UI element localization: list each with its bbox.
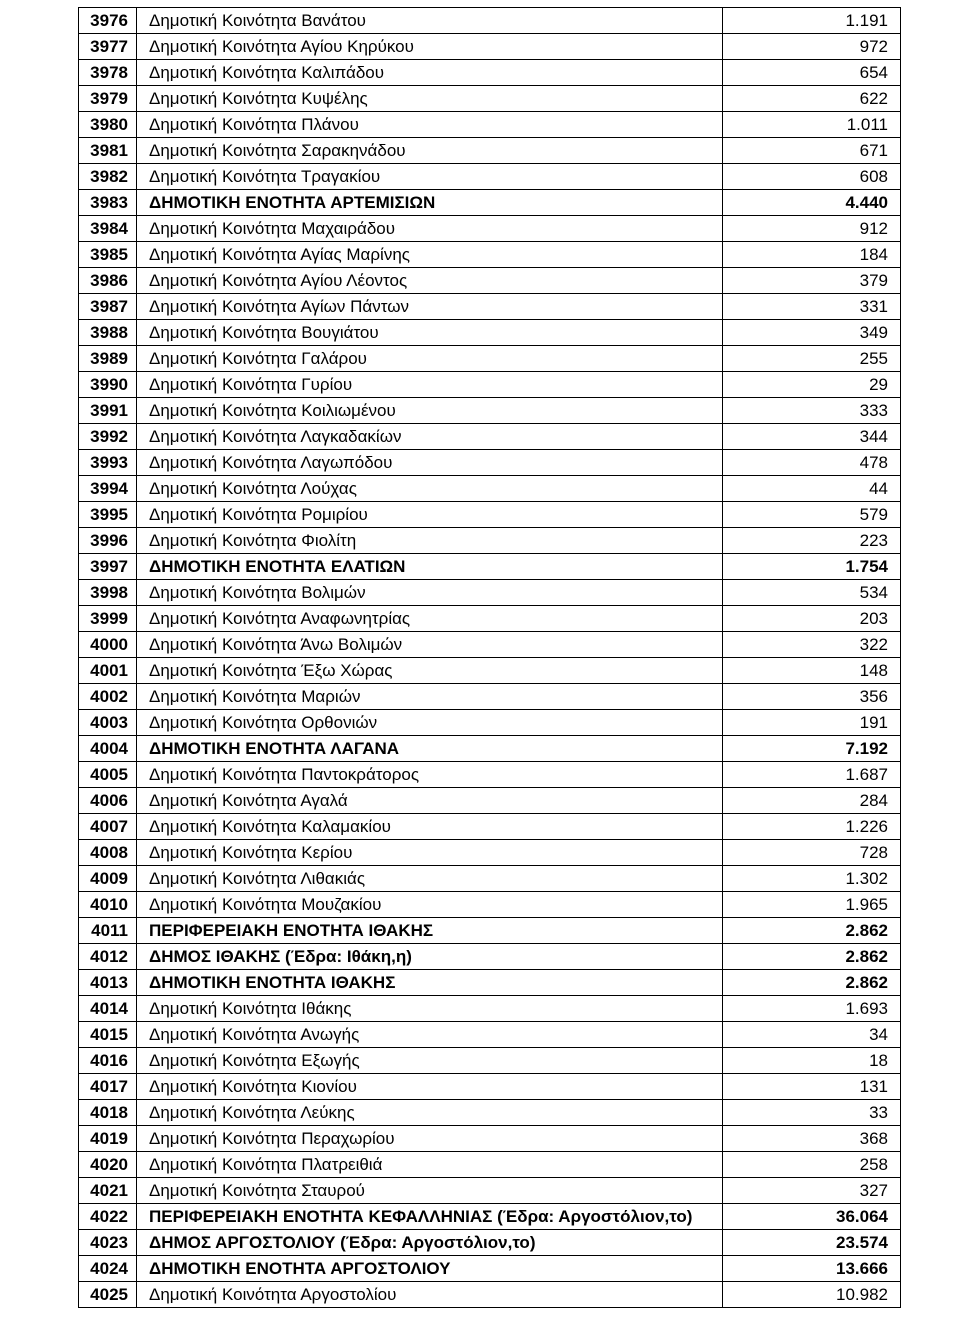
row-name: Δημοτική Κοινότητα Μαριών: [137, 684, 723, 710]
row-name: Δημοτική Κοινότητα Μουζακίου: [137, 892, 723, 918]
row-code: 4010: [79, 892, 137, 918]
row-name: Δημοτική Κοινότητα Κοιλιωμένου: [137, 398, 723, 424]
row-code: 4021: [79, 1178, 137, 1204]
row-code: 4004: [79, 736, 137, 762]
row-name: Δημοτική Κοινότητα Σταυρού: [137, 1178, 723, 1204]
row-name: Δημοτική Κοινότητα Βανάτου: [137, 8, 723, 34]
row-code: 4006: [79, 788, 137, 814]
table-row: [79, 580, 901, 606]
population-table: [78, 7, 901, 1308]
row-name: Δημοτική Κοινότητα Κερίου: [137, 840, 723, 866]
row-name: Δημοτική Κοινότητα Λαγωπόδου: [137, 450, 723, 476]
table-row: [79, 554, 901, 580]
row-population: 148: [723, 658, 901, 684]
row-population: 1.965: [723, 892, 901, 918]
row-population: 284: [723, 788, 901, 814]
row-population: 33: [723, 1100, 901, 1126]
row-code: 3983: [79, 190, 137, 216]
table-row: [79, 242, 901, 268]
row-code: 3997: [79, 554, 137, 580]
row-name: ΔΗΜΟΤΙΚΗ ΕΝΟΤΗΤΑ ΕΛΑΤΙΩΝ: [137, 554, 723, 580]
table-body: [79, 8, 901, 1308]
table-row: [79, 1282, 901, 1308]
row-name: Δημοτική Κοινότητα Πλάνου: [137, 112, 723, 138]
table-row: [79, 268, 901, 294]
row-population: 34: [723, 1022, 901, 1048]
row-code: 4000: [79, 632, 137, 658]
table-row: [79, 1022, 901, 1048]
table-row: [79, 814, 901, 840]
row-name: Δημοτική Κοινότητα Σαρακηνάδου: [137, 138, 723, 164]
row-code: 3984: [79, 216, 137, 242]
row-population: 2.862: [723, 944, 901, 970]
row-name: Δημοτική Κοινότητα Παντοκράτορος: [137, 762, 723, 788]
row-population: 23.574: [723, 1230, 901, 1256]
row-population: 13.666: [723, 1256, 901, 1282]
row-name: Δημοτική Κοινότητα Άνω Βολιμών: [137, 632, 723, 658]
row-name: Δημοτική Κοινότητα Περαχωρίου: [137, 1126, 723, 1152]
row-name: Δημοτική Κοινότητα Ορθονιών: [137, 710, 723, 736]
row-code: 3991: [79, 398, 137, 424]
row-name: Δημοτική Κοινότητα Μαχαιράδου: [137, 216, 723, 242]
row-population: 4.440: [723, 190, 901, 216]
row-code: 4011: [79, 918, 137, 944]
table-row: [79, 866, 901, 892]
row-name: Δημοτική Κοινότητα Ιθάκης: [137, 996, 723, 1022]
row-population: 972: [723, 34, 901, 60]
row-name: ΔΗΜΟΤΙΚΗ ΕΝΟΤΗΤΑ ΑΡΤΕΜΙΣΙΩΝ: [137, 190, 723, 216]
table-row: [79, 190, 901, 216]
row-code: 4018: [79, 1100, 137, 1126]
table-row: [79, 1230, 901, 1256]
table-row: [79, 294, 901, 320]
row-code: 3992: [79, 424, 137, 450]
row-population: 344: [723, 424, 901, 450]
row-code: 3994: [79, 476, 137, 502]
table-row: [79, 684, 901, 710]
row-population: 184: [723, 242, 901, 268]
row-population: 18: [723, 1048, 901, 1074]
row-name: ΠΕΡΙΦΕΡΕΙΑΚΗ ΕΝΟΤΗΤΑ ΙΘΑΚΗΣ: [137, 918, 723, 944]
row-population: 671: [723, 138, 901, 164]
row-code: 4023: [79, 1230, 137, 1256]
row-code: 4005: [79, 762, 137, 788]
row-name: Δημοτική Κοινότητα Λεύκης: [137, 1100, 723, 1126]
row-name: Δημοτική Κοινότητα Έξω Χώρας: [137, 658, 723, 684]
row-population: 1.754: [723, 554, 901, 580]
row-code: 3982: [79, 164, 137, 190]
row-name: Δημοτική Κοινότητα Εξωγής: [137, 1048, 723, 1074]
row-population: 608: [723, 164, 901, 190]
table-row: [79, 528, 901, 554]
row-population: 44: [723, 476, 901, 502]
table-row: [79, 840, 901, 866]
row-name: Δημοτική Κοινότητα Κυψέλης: [137, 86, 723, 112]
row-population: 7.192: [723, 736, 901, 762]
row-population: 1.693: [723, 996, 901, 1022]
row-code: 4013: [79, 970, 137, 996]
row-name: Δημοτική Κοινότητα Γυρίου: [137, 372, 723, 398]
row-name: Δημοτική Κοινότητα Ανωγής: [137, 1022, 723, 1048]
row-code: 4019: [79, 1126, 137, 1152]
row-population: 322: [723, 632, 901, 658]
row-name: Δημοτική Κοινότητα Βολιμών: [137, 580, 723, 606]
row-name: Δημοτική Κοινότητα Καλιπάδου: [137, 60, 723, 86]
table-row: [79, 320, 901, 346]
table-row: [79, 632, 901, 658]
table-row: [79, 658, 901, 684]
row-population: 368: [723, 1126, 901, 1152]
row-code: 3979: [79, 86, 137, 112]
row-code: 3978: [79, 60, 137, 86]
row-population: 327: [723, 1178, 901, 1204]
table-row: [79, 970, 901, 996]
row-population: 10.982: [723, 1282, 901, 1308]
row-code: 3986: [79, 268, 137, 294]
row-population: 1.226: [723, 814, 901, 840]
row-population: 912: [723, 216, 901, 242]
row-code: 3988: [79, 320, 137, 346]
row-name: Δημοτική Κοινότητα Αγαλά: [137, 788, 723, 814]
table-row: [79, 1100, 901, 1126]
row-population: 255: [723, 346, 901, 372]
row-code: 4017: [79, 1074, 137, 1100]
row-population: 36.064: [723, 1204, 901, 1230]
row-population: 356: [723, 684, 901, 710]
table-row: [79, 1152, 901, 1178]
row-name: Δημοτική Κοινότητα Λιθακιάς: [137, 866, 723, 892]
table-row: [79, 606, 901, 632]
row-population: 654: [723, 60, 901, 86]
row-code: 3976: [79, 8, 137, 34]
row-population: 1.011: [723, 112, 901, 138]
row-code: 3998: [79, 580, 137, 606]
row-name: Δημοτική Κοινότητα Γαλάρου: [137, 346, 723, 372]
table-row: [79, 346, 901, 372]
row-population: 478: [723, 450, 901, 476]
row-population: 331: [723, 294, 901, 320]
row-code: 4009: [79, 866, 137, 892]
table-row: [79, 450, 901, 476]
table-row: [79, 164, 901, 190]
row-code: 4007: [79, 814, 137, 840]
row-code: 4025: [79, 1282, 137, 1308]
row-name: Δημοτική Κοινότητα Αναφωνητρίας: [137, 606, 723, 632]
row-population: 1.302: [723, 866, 901, 892]
row-name: Δημοτική Κοινότητα Τραγακίου: [137, 164, 723, 190]
row-population: 1.191: [723, 8, 901, 34]
row-code: 3995: [79, 502, 137, 528]
row-code: 4024: [79, 1256, 137, 1282]
row-population: 131: [723, 1074, 901, 1100]
table-row: [79, 892, 901, 918]
row-code: 3989: [79, 346, 137, 372]
row-population: 333: [723, 398, 901, 424]
row-population: 2.862: [723, 918, 901, 944]
row-code: 4002: [79, 684, 137, 710]
row-name: ΔΗΜΟΤΙΚΗ ΕΝΟΤΗΤΑ ΛΑΓΑΝΑ: [137, 736, 723, 762]
table-row: [79, 1178, 901, 1204]
row-population: 223: [723, 528, 901, 554]
row-code: 4003: [79, 710, 137, 736]
row-name: Δημοτική Κοινότητα Αγίου Λέοντος: [137, 268, 723, 294]
row-population: 728: [723, 840, 901, 866]
row-name: ΔΗΜΟΣ ΙΘΑΚΗΣ (Έδρα: Ιθάκη,η): [137, 944, 723, 970]
table-row: [79, 762, 901, 788]
row-code: 4001: [79, 658, 137, 684]
table-row: [79, 1256, 901, 1282]
row-code: 3993: [79, 450, 137, 476]
row-name: ΠΕΡΙΦΕΡΕΙΑΚΗ ΕΝΟΤΗΤΑ ΚΕΦΑΛΛΗΝΙΑΣ (Έδρα: Αργοστόλιον,το): [137, 1204, 723, 1230]
table-row: [79, 476, 901, 502]
row-name: Δημοτική Κοινότητα Βουγιάτου: [137, 320, 723, 346]
row-code: 4020: [79, 1152, 137, 1178]
table-row: [79, 996, 901, 1022]
row-code: 3996: [79, 528, 137, 554]
row-code: 4014: [79, 996, 137, 1022]
row-name: Δημοτική Κοινότητα Αγίας Μαρίνης: [137, 242, 723, 268]
row-population: 203: [723, 606, 901, 632]
row-name: Δημοτική Κοινότητα Ρομιρίου: [137, 502, 723, 528]
row-population: 258: [723, 1152, 901, 1178]
row-name: Δημοτική Κοινότητα Κιονίου: [137, 1074, 723, 1100]
table-row: [79, 8, 901, 34]
row-code: 3985: [79, 242, 137, 268]
table-row: [79, 398, 901, 424]
row-code: 3987: [79, 294, 137, 320]
table-row: [79, 502, 901, 528]
row-population: 622: [723, 86, 901, 112]
row-code: 3977: [79, 34, 137, 60]
table-row: [79, 710, 901, 736]
table-row: [79, 1126, 901, 1152]
table-row: [79, 216, 901, 242]
row-name: Δημοτική Κοινότητα Φιολίτη: [137, 528, 723, 554]
row-code: 3990: [79, 372, 137, 398]
table-row: [79, 944, 901, 970]
row-name: Δημοτική Κοινότητα Καλαμακίου: [137, 814, 723, 840]
table-row: [79, 138, 901, 164]
row-name: Δημοτική Κοινότητα Αργοστολίου: [137, 1282, 723, 1308]
row-population: 29: [723, 372, 901, 398]
row-population: 379: [723, 268, 901, 294]
table-row: [79, 918, 901, 944]
table-row: [79, 60, 901, 86]
row-name: ΔΗΜΟΣ ΑΡΓΟΣΤΟΛΙΟΥ (Έδρα: Αργοστόλιον,το): [137, 1230, 723, 1256]
table-row: [79, 86, 901, 112]
row-name: Δημοτική Κοινότητα Αγίων Πάντων: [137, 294, 723, 320]
table-row: [79, 788, 901, 814]
table-row: [79, 34, 901, 60]
row-name: ΔΗΜΟΤΙΚΗ ΕΝΟΤΗΤΑ ΙΘΑΚΗΣ: [137, 970, 723, 996]
table-row: [79, 112, 901, 138]
table-row: [79, 372, 901, 398]
row-code: 3999: [79, 606, 137, 632]
row-name: Δημοτική Κοινότητα Λούχας: [137, 476, 723, 502]
row-code: 4022: [79, 1204, 137, 1230]
row-population: 1.687: [723, 762, 901, 788]
row-code: 3981: [79, 138, 137, 164]
row-code: 3980: [79, 112, 137, 138]
row-population: 534: [723, 580, 901, 606]
table-row: [79, 424, 901, 450]
row-code: 4012: [79, 944, 137, 970]
table-row: [79, 1204, 901, 1230]
row-name: Δημοτική Κοινότητα Αγίου Κηρύκου: [137, 34, 723, 60]
table-row: [79, 1048, 901, 1074]
table-row: [79, 736, 901, 762]
row-code: 4008: [79, 840, 137, 866]
row-name: Δημοτική Κοινότητα Πλατρειθιά: [137, 1152, 723, 1178]
row-name: ΔΗΜΟΤΙΚΗ ΕΝΟΤΗΤΑ ΑΡΓΟΣΤΟΛΙΟΥ: [137, 1256, 723, 1282]
row-code: 4015: [79, 1022, 137, 1048]
row-name: Δημοτική Κοινότητα Λαγκαδακίων: [137, 424, 723, 450]
row-population: 191: [723, 710, 901, 736]
row-population: 2.862: [723, 970, 901, 996]
row-code: 4016: [79, 1048, 137, 1074]
row-population: 579: [723, 502, 901, 528]
table-row: [79, 1074, 901, 1100]
row-population: 349: [723, 320, 901, 346]
